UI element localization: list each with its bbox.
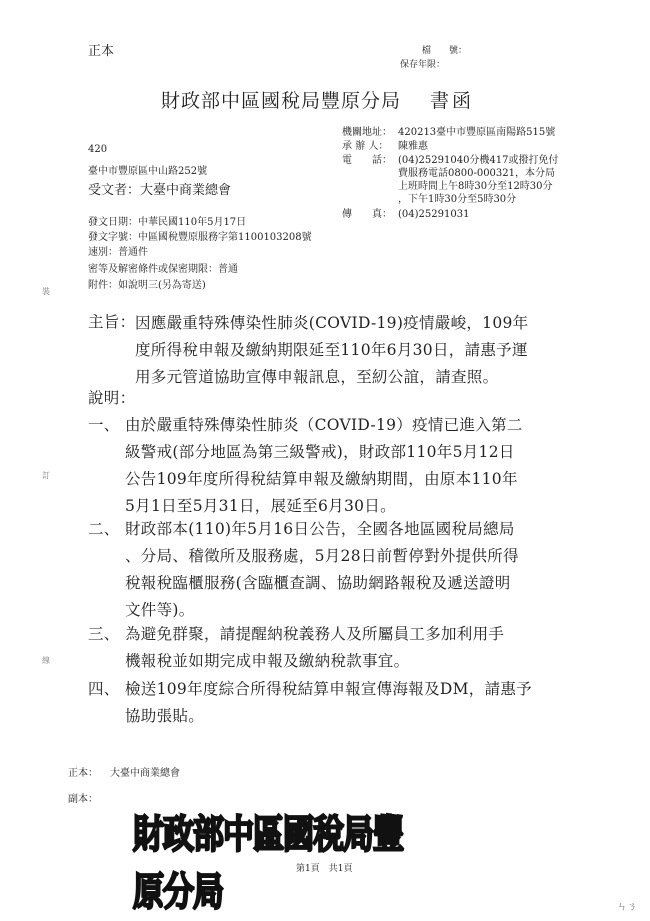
- issue-date: 發文日期：中華民國110年5月17日: [88, 217, 247, 228]
- phone-line: 費服務電話0800-000321，本分局: [398, 168, 556, 179]
- explanation-label: 說明：: [88, 389, 136, 407]
- phone-line: ，下午1時30分至5時30分: [398, 194, 517, 205]
- handler-name: 陳雅惠: [398, 141, 428, 152]
- item-number: 三、: [88, 625, 120, 643]
- item-line: 級警戒(部分地區為第三級警戒)，財政部110年5月12日: [125, 443, 515, 461]
- phone-label: 電 話：: [342, 155, 392, 166]
- recipient-address: 臺中市豐原區中山路252號: [88, 166, 208, 177]
- binding-mark: 線: [42, 656, 50, 665]
- item-text: [125, 621, 504, 675]
- page-info: 第1頁 共1頁: [296, 864, 353, 874]
- item-line: 為避免群聚，請提醒納稅義務人及所屬員工多加利用手: [125, 625, 505, 643]
- document-number: 發文字號：中區國稅豐原服務字第1100103208號: [88, 232, 312, 243]
- item-line: 協助張貼。: [125, 707, 205, 725]
- corner-mark: ㄣㄋ: [617, 902, 637, 913]
- original-to-label: 正本：: [68, 768, 98, 779]
- copy-to-label: 副本：: [68, 794, 98, 805]
- subject-line: 因應嚴重特殊傳染性肺炎(COVID-19)疫情嚴峻，109年: [135, 314, 529, 332]
- item-text: [125, 412, 523, 520]
- recipient-name: 大臺中商業總會: [140, 183, 232, 198]
- agency-title: 財政部中區國稅局豐原分局: [161, 90, 402, 112]
- item-line: 檢送109年度綜合所得稅結算申報宣傳海報及DM，請惠予: [125, 680, 532, 698]
- recipient-label: 受文者：: [88, 183, 141, 198]
- item-number: 四、: [88, 680, 120, 698]
- subject-line: 度所得稅申報及繳納期限延至110年6月30日，請惠予運: [135, 341, 528, 359]
- delivery-speed: 速別：普通件: [88, 247, 148, 258]
- item-number: 一、: [88, 416, 120, 434]
- document-type: 書函: [430, 90, 475, 112]
- original-to: 大臺中商業總會: [110, 768, 180, 779]
- fax-number: (04)25291031: [398, 209, 470, 220]
- file-number-label: 檔 號：: [422, 46, 468, 56]
- agency-address: 420213臺中市豐原區南陽路515號: [398, 127, 556, 138]
- retention-period-label: 保存年限：: [400, 60, 446, 70]
- attachment: 附件：如說明三(另為寄送): [88, 280, 206, 291]
- item-line: 財政部本(110)年5月16日公告，全國各地區國稅局總局: [125, 520, 515, 538]
- subject-label: 主旨：: [88, 313, 136, 331]
- address-label: 機關地址：: [342, 127, 392, 138]
- binding-mark: 裝: [42, 287, 50, 296]
- agency-seal-stamp: 財政部中區國稅局豐原分局: [133, 812, 403, 915]
- item-line: 由於嚴重特殊傳染性肺炎（COVID-19）疫情已進入第二: [125, 416, 523, 434]
- handler-label: 承 辦 人：: [342, 141, 389, 152]
- phone-line: (04)25291040分機417或撥打免付: [398, 155, 559, 166]
- original-mark: 正本: [88, 44, 115, 59]
- item-text: [125, 516, 519, 624]
- recipient-postal-code: 420: [88, 144, 108, 155]
- binding-mark: 訂: [42, 471, 50, 480]
- subject-line: 用多元管道協助宣傳申報訊息，至紉公誼，請查照。: [135, 368, 499, 386]
- item-number: 二、: [88, 520, 120, 538]
- subject-text: [135, 310, 528, 391]
- item-line: 機報稅並如期完成申報及繳納稅款事宜。: [125, 652, 410, 670]
- item-line: 文件等)。: [125, 601, 195, 619]
- item-line: 公告109年度所得稅結算申報及繳納期間，由原本110年: [125, 470, 518, 488]
- item-line: 稅報稅臨櫃服務(含臨櫃查調、協助網路報稅及遞送證明: [125, 574, 511, 592]
- item-line: 、分局、稽徵所及服務處，5月28日前暫停對外提供所得: [125, 547, 519, 565]
- item-text: [125, 676, 532, 730]
- item-line: 5月1日至5月31日，展延至6月30日。: [125, 497, 396, 515]
- classification: 密等及解密條件或保密期限：普通: [88, 264, 238, 275]
- fax-label: 傳 真：: [342, 209, 392, 220]
- phone-line: 上班時間上午8時30分至12時30分: [398, 181, 553, 192]
